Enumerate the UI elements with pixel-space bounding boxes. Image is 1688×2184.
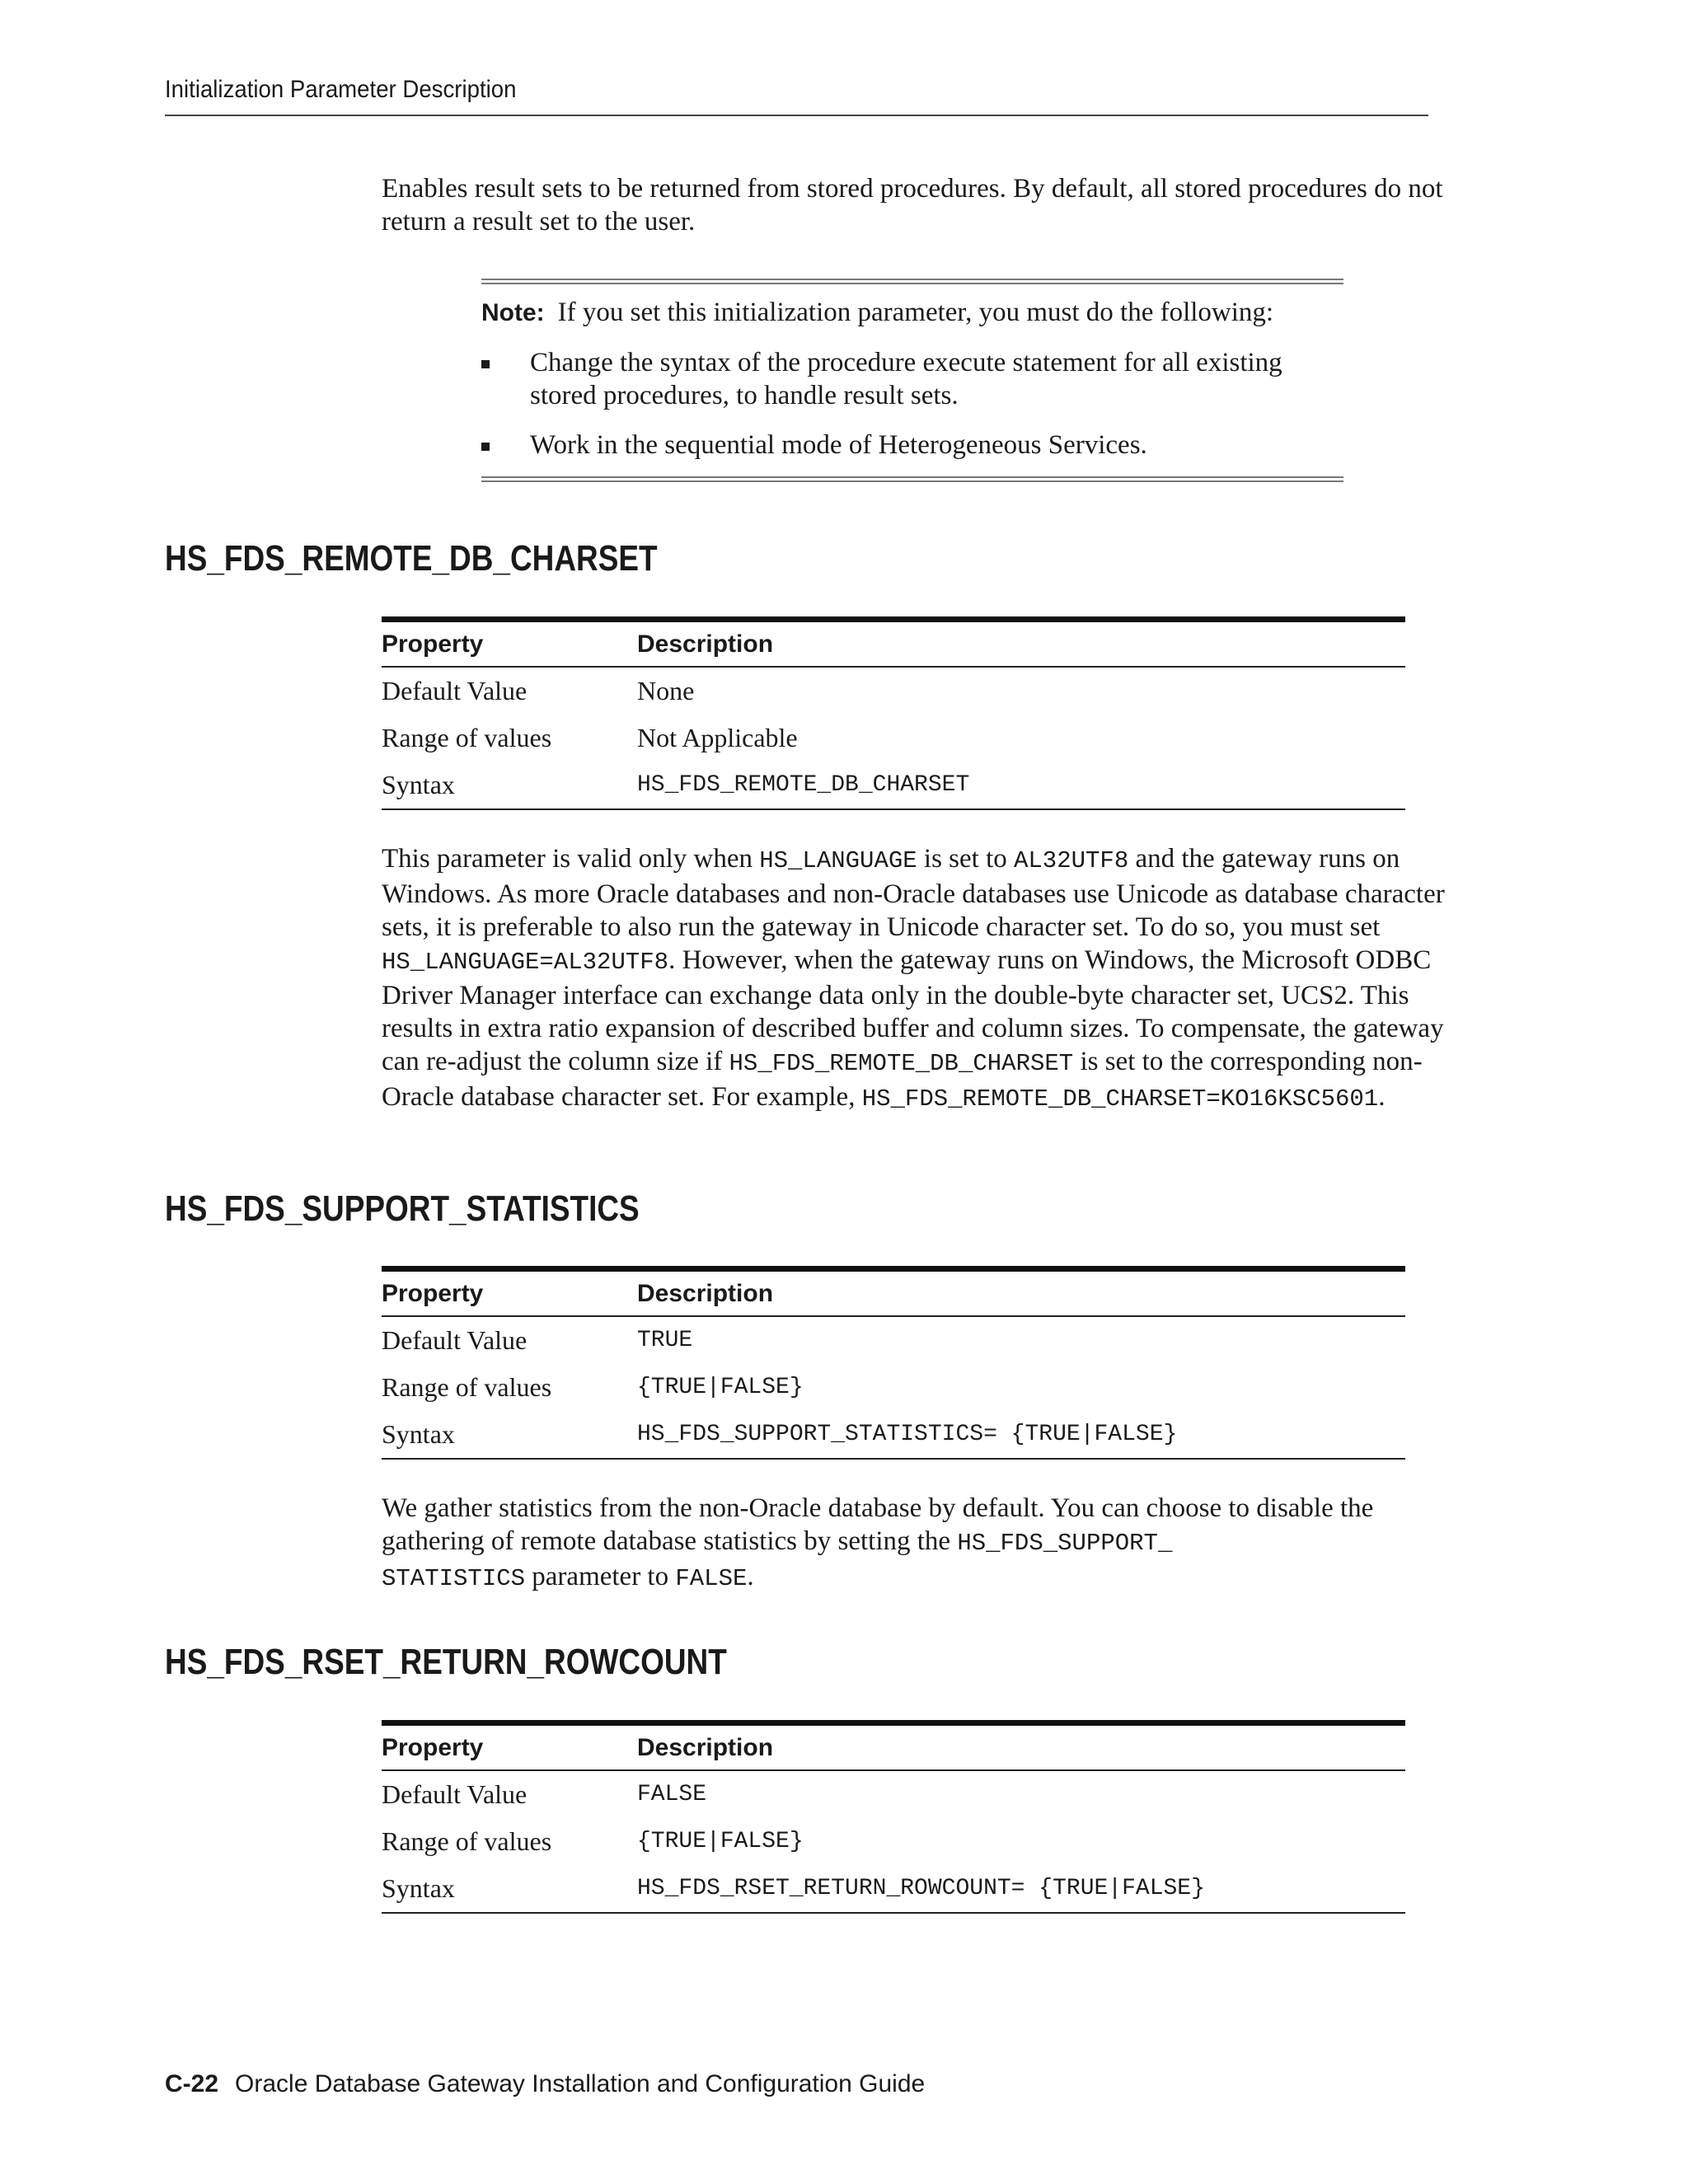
section-heading: HS_FDS_SUPPORT_STATISTICS bbox=[165, 1188, 640, 1229]
table-header-row bbox=[382, 1723, 1405, 1771]
bullet-square-icon bbox=[481, 360, 490, 368]
note-bullet-list bbox=[481, 346, 1343, 462]
description-cell: HS_FDS_SUPPORT_STATISTICS= {TRUE|FALSE} bbox=[637, 1422, 1178, 1447]
column-header: Property bbox=[382, 620, 637, 668]
table-header-row bbox=[382, 620, 1405, 668]
header-rule bbox=[165, 115, 1428, 116]
code-run: AL32UTF8 bbox=[1014, 847, 1129, 874]
page-footer bbox=[165, 2070, 925, 2098]
property-cell: Syntax bbox=[382, 770, 455, 799]
bullet-text: Work in the sequential mode of Heterogeneous Services. bbox=[530, 430, 1147, 460]
code-run: HS_LANGUAGE=AL32UTF8 bbox=[382, 949, 669, 976]
list-item bbox=[481, 429, 1343, 462]
property-table bbox=[382, 1720, 1405, 1914]
table-row bbox=[382, 1865, 1405, 1913]
note-label: Note: bbox=[481, 299, 545, 326]
body-paragraph bbox=[382, 842, 1445, 1116]
property-cell: Syntax bbox=[382, 1873, 455, 1903]
note-body: If you set this initialization parameter, you must do the following: bbox=[557, 298, 1274, 327]
property-table bbox=[382, 616, 1405, 810]
description-cell: HS_FDS_REMOTE_DB_CHARSET bbox=[637, 772, 970, 798]
running-head: Initialization Parameter Description bbox=[165, 76, 517, 103]
bullet-square-icon bbox=[481, 443, 490, 451]
body-paragraph bbox=[382, 1492, 1445, 1596]
property-cell: Range of values bbox=[382, 1826, 552, 1856]
note-box bbox=[481, 279, 1343, 482]
bullet-text: Change the syntax of the procedure execute statement for all existing stored procedures, to handle result sets. bbox=[530, 348, 1282, 410]
intro-paragraph: Enables result sets to be returned from stored procedures. By default, all stored procedures do not return a result set to the user. bbox=[382, 174, 1443, 237]
property-cell: Default Value bbox=[382, 676, 528, 705]
description-cell: FALSE bbox=[637, 1782, 707, 1807]
table-row bbox=[382, 1818, 1405, 1865]
code-run: HS_FDS_REMOTE_DB_CHARSET bbox=[729, 1050, 1074, 1077]
section-heading: HS_FDS_REMOTE_DB_CHARSET bbox=[165, 538, 658, 579]
table-row bbox=[382, 1316, 1405, 1364]
text-run: . bbox=[747, 1562, 754, 1591]
property-cell: Default Value bbox=[382, 1325, 528, 1355]
property-cell: Range of values bbox=[382, 723, 552, 752]
code-run: STATISTICS bbox=[382, 1565, 526, 1592]
page-number: C-22 bbox=[165, 2070, 219, 2097]
column-header: Property bbox=[382, 1723, 637, 1771]
column-header: Description bbox=[637, 1723, 1405, 1771]
description-cell: None bbox=[637, 676, 695, 705]
book-title: Oracle Database Gateway Installation and Configuration Guide bbox=[235, 2070, 926, 2097]
text-run: . bbox=[1378, 1082, 1386, 1112]
description-cell: {TRUE|FALSE} bbox=[637, 1829, 804, 1854]
table-row bbox=[382, 762, 1405, 809]
list-item bbox=[481, 346, 1343, 412]
table-row bbox=[382, 1411, 1405, 1459]
text-run: and the gateway runs on Windows. As more Oracle databases and non-Oracle databases use Unicode as database character sets, it is preferable to also run the gateway in Unicode character set. To do so, you must set bbox=[382, 844, 1445, 942]
description-cell: TRUE bbox=[637, 1328, 693, 1353]
text-run: is set to bbox=[917, 844, 1014, 874]
text-run: We gather statistics from the non-Oracle database by default. You can choose to disable the gathering of remote database statistics by setting the bbox=[382, 1493, 1374, 1556]
table-header-row bbox=[382, 1269, 1405, 1317]
note-bottom-rule bbox=[481, 476, 1343, 482]
text-run: This parameter is valid only when bbox=[382, 844, 760, 874]
column-header: Description bbox=[637, 1269, 1405, 1317]
note-text bbox=[481, 296, 1343, 330]
table-row bbox=[382, 667, 1405, 715]
table-row bbox=[382, 1770, 1405, 1818]
section-heading: HS_FDS_RSET_RETURN_ROWCOUNT bbox=[165, 1642, 727, 1682]
property-cell: Default Value bbox=[382, 1779, 528, 1809]
code-run: HS_FDS_REMOTE_DB_CHARSET=KO16KSC5601 bbox=[861, 1085, 1379, 1113]
column-header: Property bbox=[382, 1269, 637, 1317]
code-run: HS_FDS_SUPPORT_ bbox=[957, 1530, 1173, 1557]
description-cell: {TRUE|FALSE} bbox=[637, 1375, 804, 1400]
column-header: Description bbox=[637, 620, 1405, 668]
description-cell: Not Applicable bbox=[637, 723, 798, 752]
property-cell: Syntax bbox=[382, 1419, 455, 1449]
code-run: HS_LANGUAGE bbox=[759, 847, 917, 874]
property-cell: Range of values bbox=[382, 1372, 552, 1402]
note-top-rule bbox=[481, 279, 1343, 284]
text-run: parameter to bbox=[525, 1562, 676, 1591]
table-row bbox=[382, 715, 1405, 762]
table-row bbox=[382, 1364, 1405, 1411]
property-table bbox=[382, 1266, 1405, 1460]
description-cell: HS_FDS_RSET_RETURN_ROWCOUNT= {TRUE|FALSE} bbox=[637, 1876, 1205, 1901]
text-run: is set to the corresponding non-Oracle database character set. For example, bbox=[382, 1047, 1423, 1112]
text-run: . However, when the gateway runs on Windows, the Microsoft ODBC Driver Manager interface can exchange data only in the double-byte character set, UCS2. This results in extra ratio expansion of described buffer and column sizes. To compensate, the gateway can re-adjust the column size if bbox=[382, 945, 1444, 1076]
code-run: FALSE bbox=[675, 1565, 748, 1592]
